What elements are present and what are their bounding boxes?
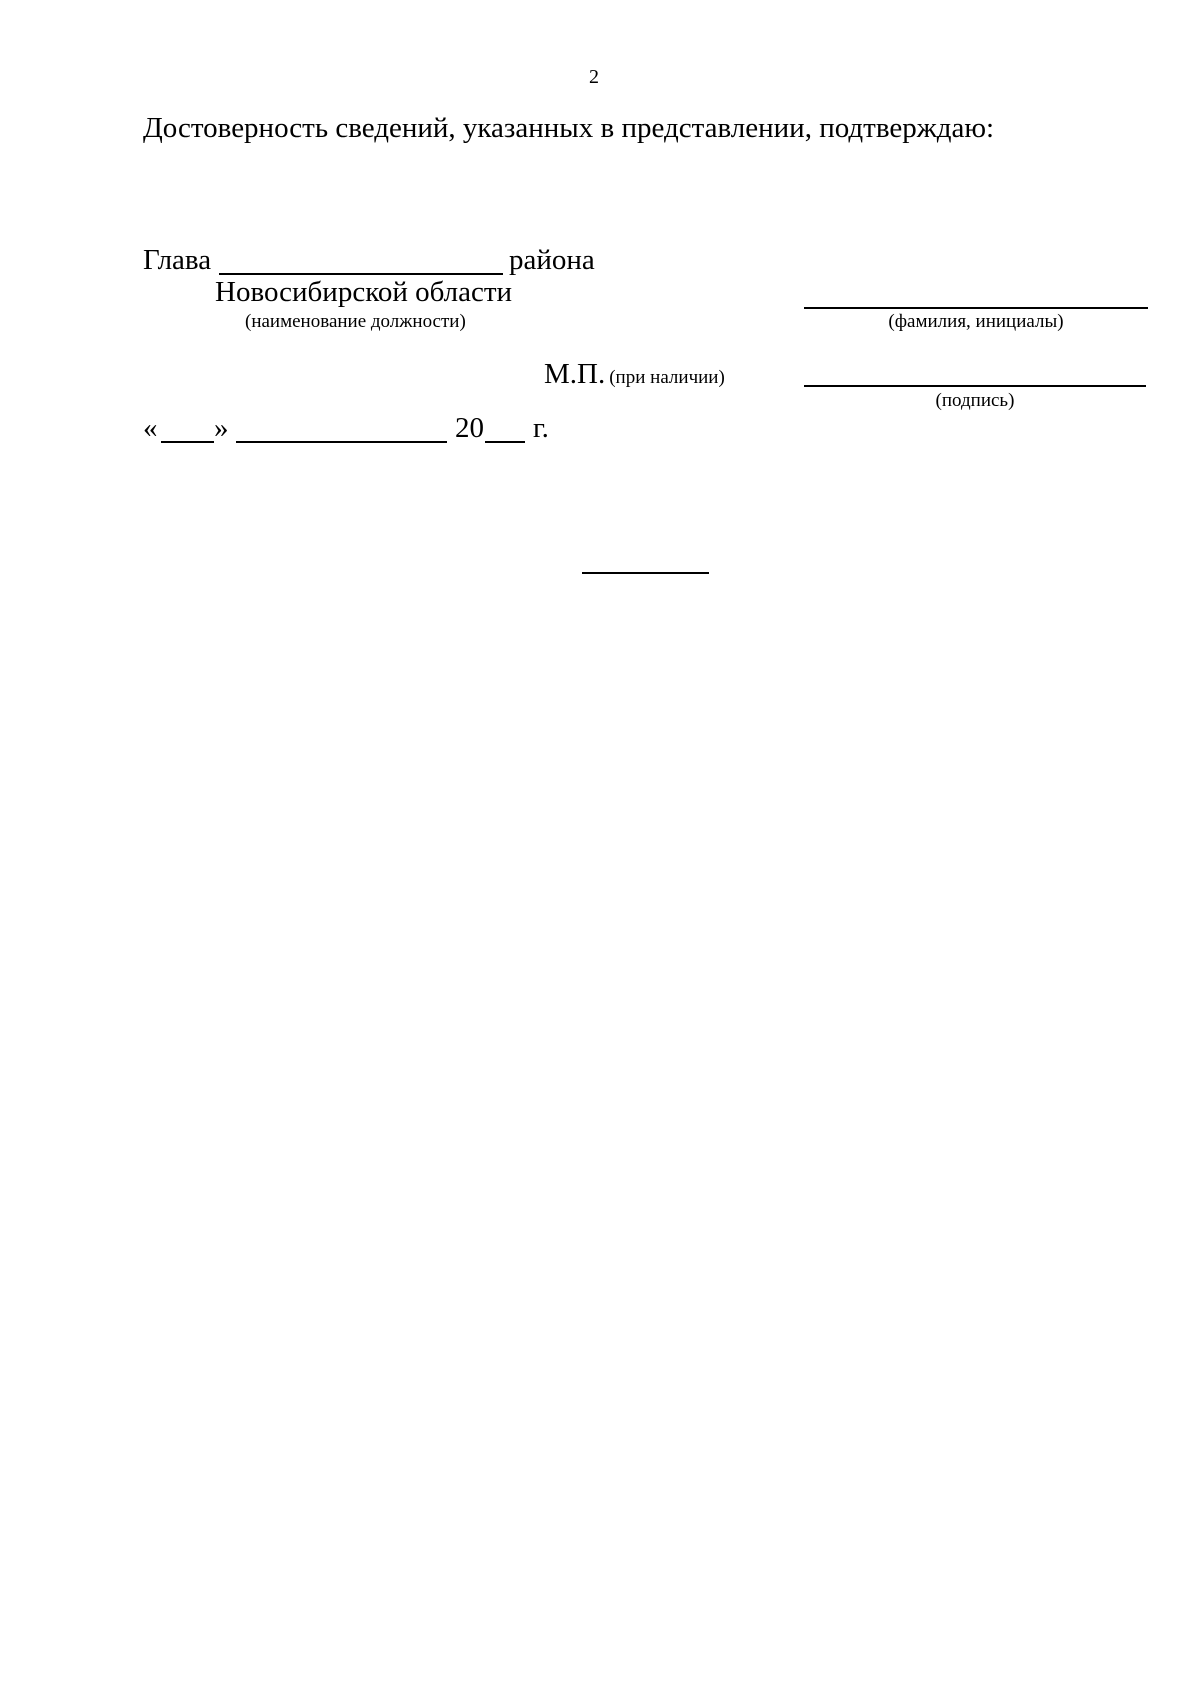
date-year-blank[interactable] — [485, 441, 525, 443]
date-century: 20 — [455, 412, 484, 444]
end-separator — [582, 572, 709, 574]
date-open-quote: « — [143, 412, 158, 444]
name-caption: (фамилия, инициалы) — [888, 311, 1064, 332]
confirmation-statement: Достоверность сведений, указанных в представлении, подтверждаю: — [143, 112, 995, 144]
region-line: Новосибирской области — [215, 276, 513, 308]
head-prefix: Глава — [143, 244, 212, 276]
stamp-note: (при наличии) — [609, 367, 725, 388]
stamp-label: М.П. — [544, 358, 606, 390]
date-day-blank[interactable] — [161, 441, 214, 443]
signature-blank[interactable] — [804, 385, 1146, 387]
signature-caption: (подпись) — [935, 390, 1015, 411]
district-name-blank[interactable] — [219, 273, 503, 275]
date-year-suffix: г. — [533, 412, 549, 444]
head-suffix: района — [509, 244, 595, 276]
page-number: 2 — [589, 66, 599, 88]
name-initials-blank[interactable] — [804, 307, 1148, 309]
position-caption: (наименование должности) — [245, 311, 466, 332]
date-close-quote: » — [214, 412, 229, 444]
stamp-block — [544, 358, 725, 391]
date-month-blank[interactable] — [236, 441, 447, 443]
